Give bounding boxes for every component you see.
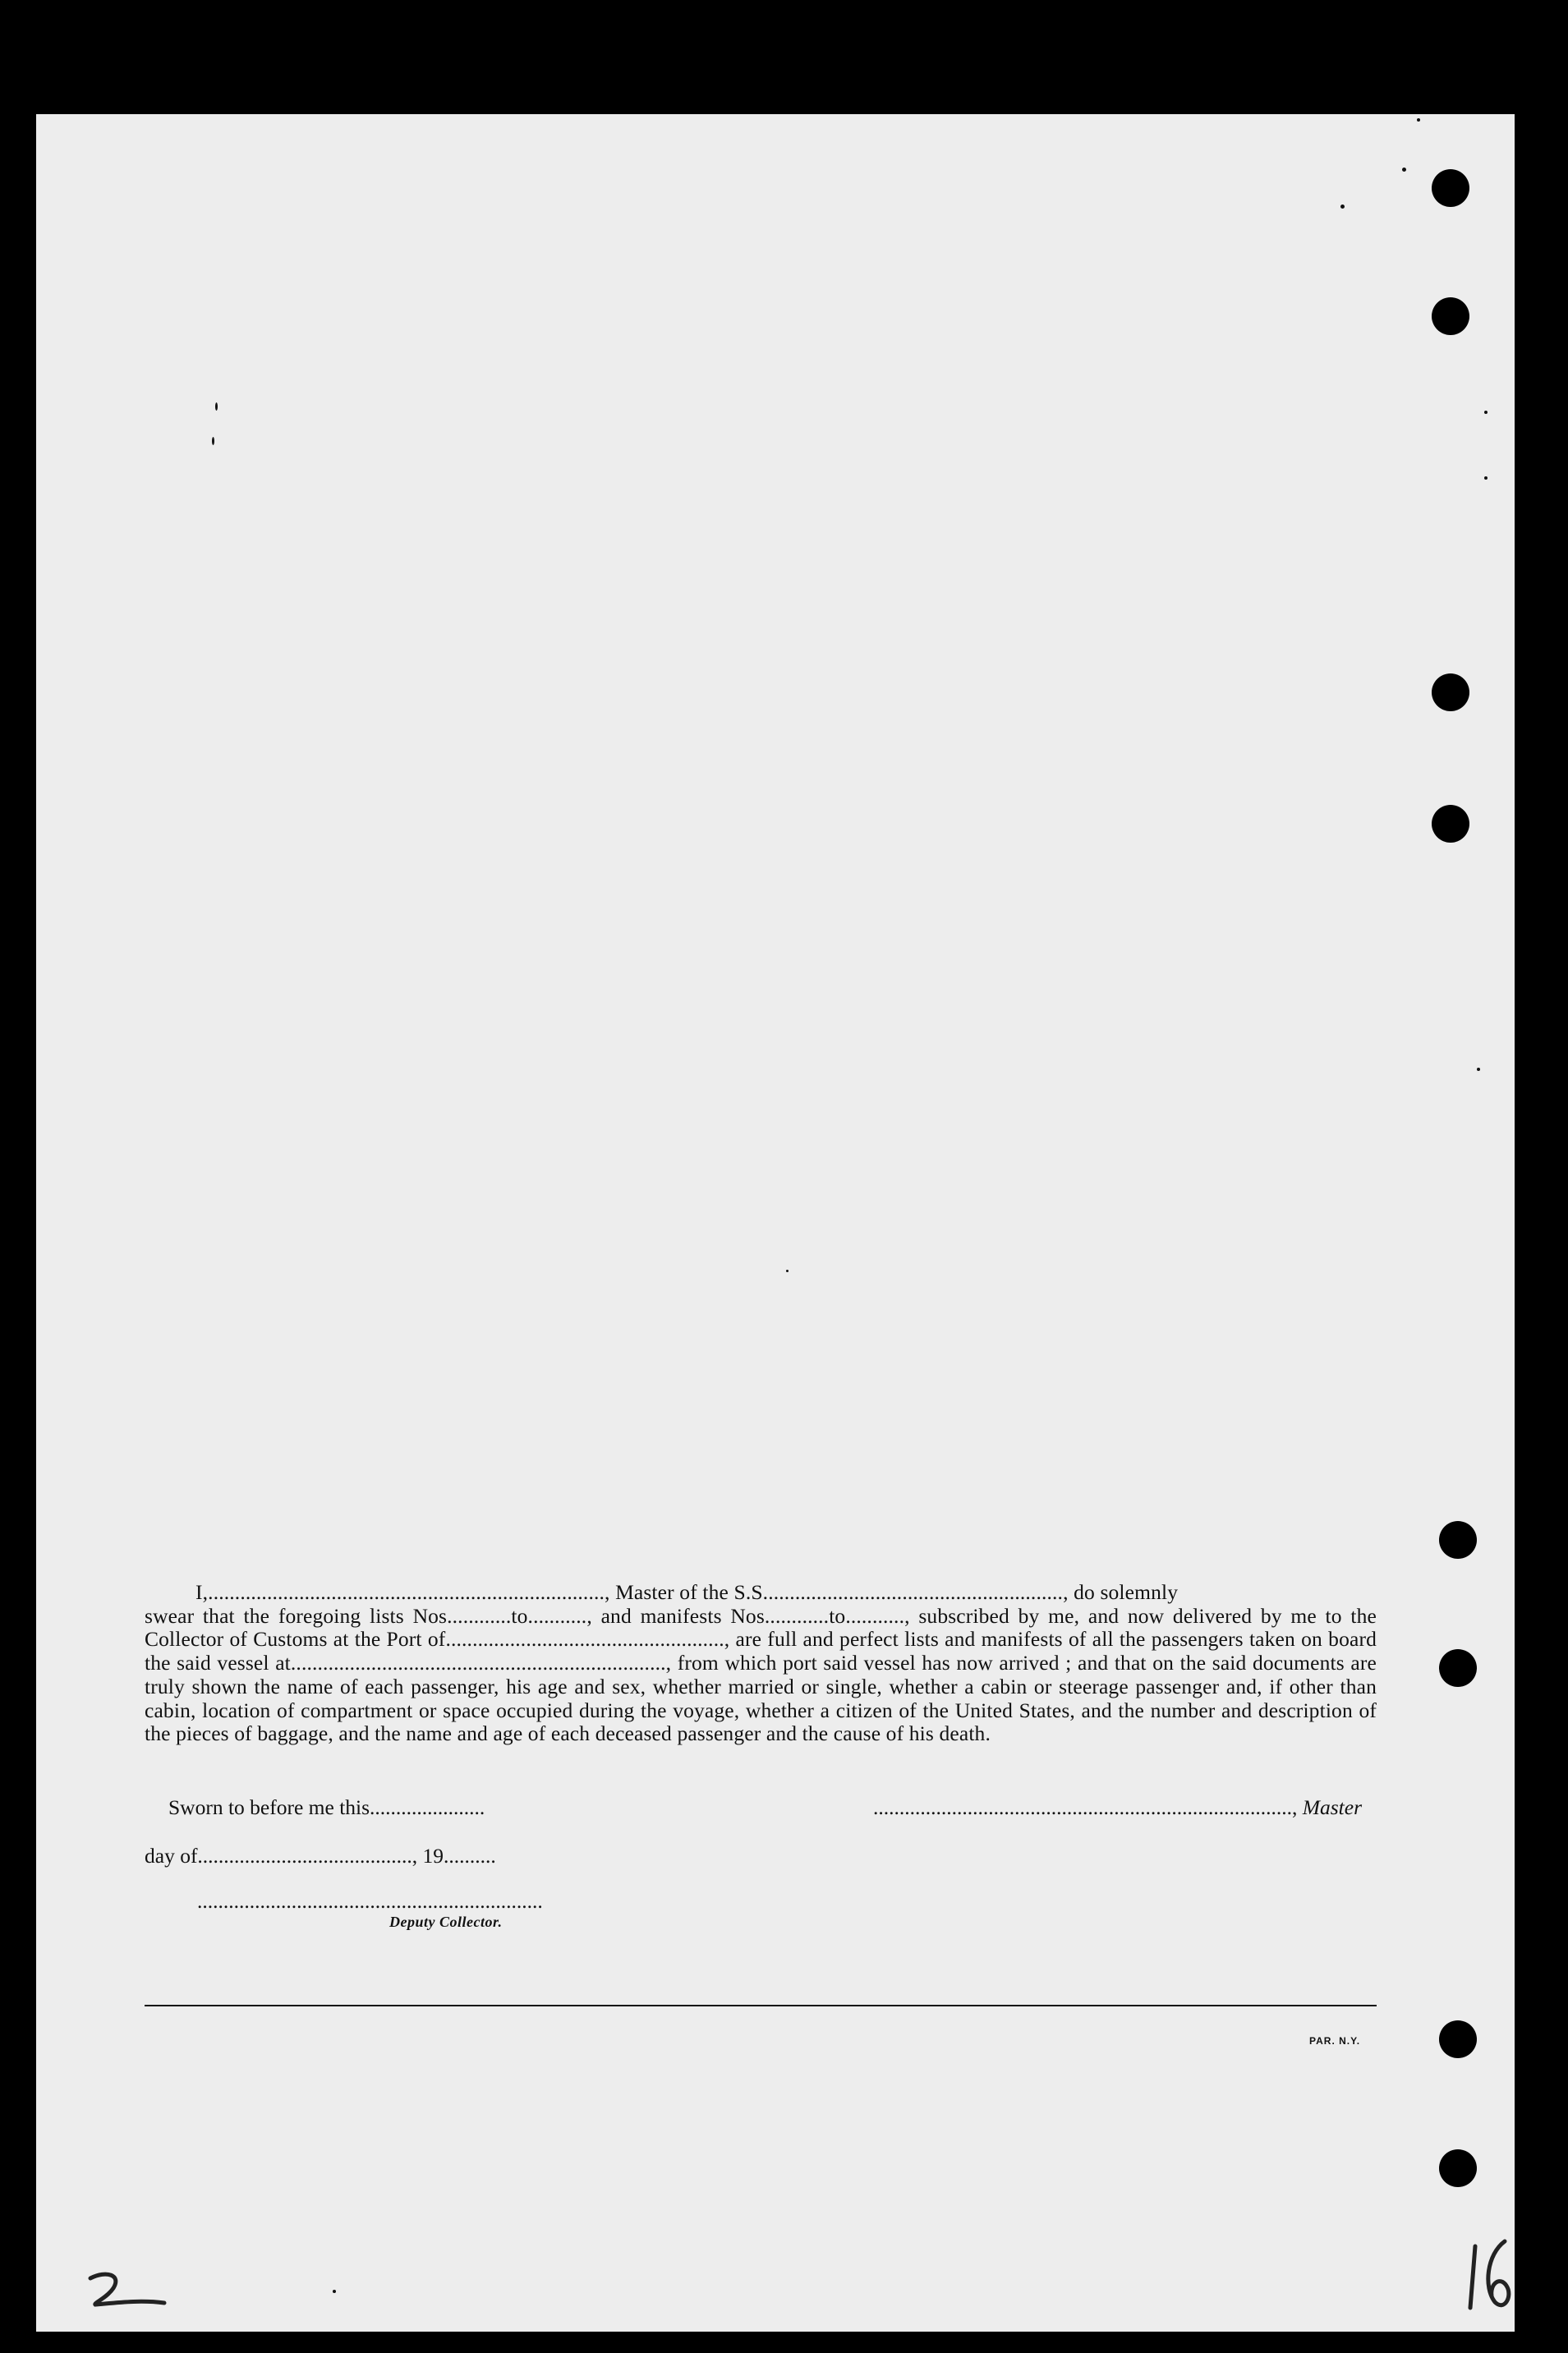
oath-paragraph [145,1581,1377,1746]
master-signature-line [873,1795,1362,1820]
handwritten-corner-number [1462,2230,1520,2320]
horizontal-rule [145,2005,1377,2006]
speck [786,1270,789,1272]
punch-hole [1439,1649,1477,1687]
oath-body: swear that the foregoing lists Nos............to..........., and manifests Nos............to..........., subscribed by me, and now delivered by me to the Collector of Customs at the Port of...................................................., are full and perfect lists and manifests of all the passengers taken on board the said vessel at......................................................................, from which port said vessel has now arrived ; and that on the said documents are truly shown the name of each passenger, his age and sex, whether married or single, whether a cabin or steerage passenger and, if other than cabin, location of compartment or space occupied during the voyage, whether a citizen of the United States, and the number and description of the pieces of baggage, and the name and age of each deceased passenger and the cause of his death. [145,1603,1377,1746]
master-label: Master [1302,1795,1362,1819]
sworn-line: Sworn to before me this...................... [168,1795,485,1819]
speck [1477,1068,1480,1071]
speck [1484,476,1488,480]
speck [215,402,218,411]
punch-hole [1439,2020,1477,2058]
speck [1417,118,1420,122]
handwritten-mark-left [82,2267,172,2316]
speck [1340,205,1345,209]
deputy-collector-label: Deputy Collector. [389,1914,503,1930]
punch-hole [1432,805,1469,843]
punch-hole [1432,673,1469,711]
speck [212,437,214,445]
day-of-line: day of........................................., 19.......... [145,1844,496,1868]
printer-mark: PAR. N.Y. [1309,2035,1361,2047]
speck [333,2290,336,2293]
master-dots: ................................................................................, [873,1795,1298,1819]
punch-hole [1432,169,1469,207]
deputy-signature-dots: .................................................................. [197,1889,543,1913]
punch-hole [1432,297,1469,335]
document-page [36,114,1515,2332]
speck [1484,411,1488,414]
speck [1402,168,1406,172]
oath-first-line: I,.........................................................................., Master of the S.S........................................................, do solemnly [195,1580,1179,1604]
punch-hole [1439,1521,1477,1559]
punch-hole [1439,2149,1477,2187]
